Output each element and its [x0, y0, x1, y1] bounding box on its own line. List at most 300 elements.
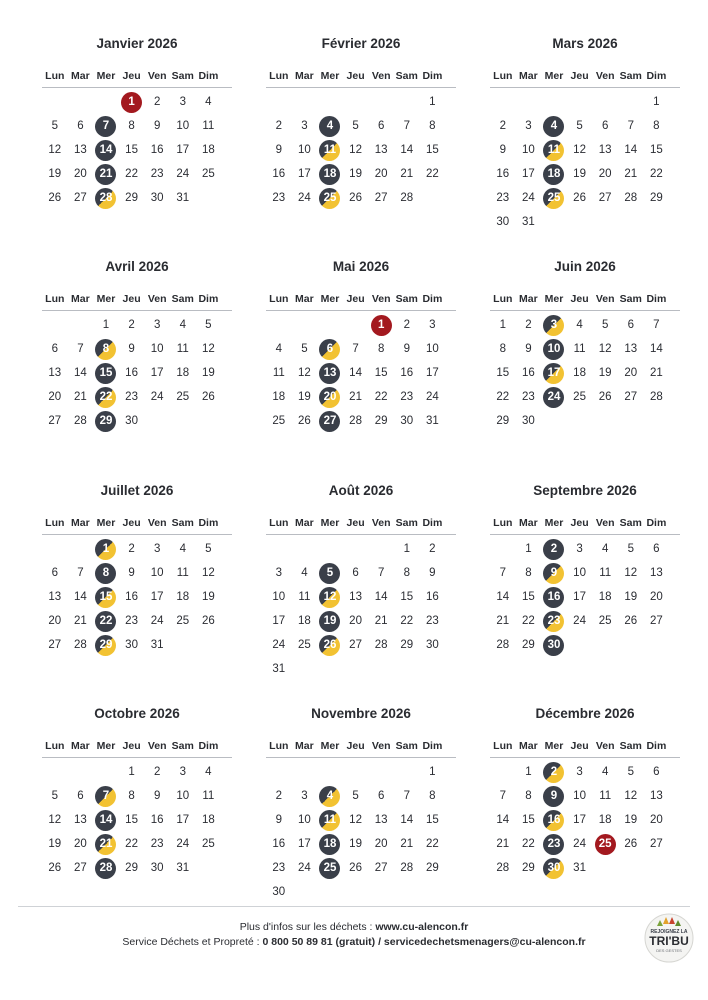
weekday-label: Ven — [595, 293, 615, 305]
day-cell — [170, 313, 196, 337]
day-number: 24 — [150, 615, 164, 627]
day-cell — [541, 313, 567, 337]
day-cell — [144, 313, 170, 337]
day-cell — [490, 361, 516, 385]
day-number: 29 — [425, 862, 439, 874]
day-cell — [266, 585, 292, 609]
week-row — [490, 337, 680, 361]
day-number: 24 — [272, 639, 286, 651]
day-number: 28 — [624, 192, 638, 204]
email-link[interactable]: servicedechetsmenagers@cu-alencon.fr — [383, 936, 586, 948]
day-number: 21 — [649, 367, 663, 379]
month-title: Janvier 2026 — [96, 36, 178, 51]
day-cell — [266, 784, 292, 808]
day-cell — [420, 361, 446, 385]
day-number: 27 — [73, 192, 87, 204]
day-cell — [420, 138, 446, 162]
website-link[interactable]: www.cu-alencon.fr — [375, 921, 469, 933]
day-number: 6 — [377, 790, 385, 802]
day-cell — [68, 808, 94, 832]
day-cell — [394, 409, 420, 433]
day-cell — [42, 313, 68, 337]
weekday-label: Jeu — [122, 517, 141, 529]
weekday-label: Dim — [646, 70, 667, 82]
month-calendar — [490, 257, 680, 433]
collection-day: 18 — [319, 834, 340, 855]
day-cell — [292, 760, 318, 784]
day-cell — [490, 561, 516, 585]
day-number: 5 — [352, 120, 359, 132]
weekday-label: Sam — [395, 517, 418, 529]
day-cell — [170, 808, 196, 832]
collection-day: 14 — [95, 810, 116, 831]
day-cell — [144, 537, 170, 561]
day-cell — [567, 760, 593, 784]
day-cell — [292, 633, 318, 657]
day-number: 16 — [272, 838, 286, 850]
day-number: 22 — [521, 838, 535, 850]
day-cell — [343, 537, 369, 561]
header-divider — [266, 310, 456, 311]
day-number: 19 — [48, 838, 62, 850]
day-number: 10 — [521, 144, 535, 156]
day-number: 28 — [649, 391, 663, 403]
day-number: 26 — [624, 615, 638, 627]
day-cell — [343, 784, 369, 808]
day-cell — [42, 385, 68, 409]
week-row — [42, 760, 232, 784]
day-cell — [196, 537, 222, 561]
day-cell — [42, 114, 68, 138]
collection-day: 9 — [543, 786, 564, 807]
day-cell — [68, 585, 94, 609]
day-number: 17 — [573, 814, 586, 826]
day-cell — [420, 609, 446, 633]
day-cell — [644, 313, 670, 337]
day-cell — [618, 313, 644, 337]
day-number: 14 — [400, 144, 414, 156]
day-cell — [567, 784, 593, 808]
day-cell — [644, 609, 670, 633]
day-number: 20 — [349, 615, 362, 627]
week-row — [490, 609, 680, 633]
day-number: 12 — [48, 814, 62, 826]
day-cell — [644, 210, 670, 234]
day-number: 16 — [150, 144, 164, 156]
week-row — [42, 90, 232, 114]
day-number: 26 — [297, 415, 311, 427]
day-cell — [516, 856, 542, 880]
weekday-header — [266, 730, 456, 752]
day-cell — [618, 633, 644, 657]
collection-day: 19 — [319, 611, 340, 632]
day-number: 18 — [201, 814, 215, 826]
collection-day: 15 — [95, 363, 116, 384]
day-cell — [394, 585, 420, 609]
day-number: 22 — [400, 615, 414, 627]
week-row — [266, 585, 456, 609]
day-cell — [343, 313, 369, 337]
day-number: 12 — [349, 814, 362, 826]
day-cell — [368, 561, 394, 585]
header-divider — [266, 87, 456, 88]
day-cell — [170, 784, 196, 808]
weekday-label: Jeu — [346, 517, 365, 529]
week-row — [266, 880, 456, 904]
weekday-label: Ven — [595, 517, 615, 529]
day-number: 13 — [374, 144, 388, 156]
day-number: 2 — [525, 319, 532, 331]
week-row — [490, 585, 680, 609]
day-number: 18 — [598, 814, 612, 826]
weekday-label: Dim — [198, 517, 219, 529]
tribu-logo — [644, 912, 694, 964]
day-cell — [170, 856, 196, 880]
day-cell — [196, 832, 222, 856]
day-number: 25 — [598, 615, 612, 627]
day-cell — [119, 361, 145, 385]
day-number: 27 — [374, 862, 388, 874]
footer-info-line — [0, 921, 708, 933]
header-divider — [266, 534, 456, 535]
day-cell — [368, 832, 394, 856]
week-row — [42, 561, 232, 585]
day-number: 31 — [150, 639, 164, 651]
month-title: Septembre 2026 — [533, 483, 637, 498]
day-cell — [93, 537, 119, 561]
month-calendar — [42, 704, 232, 880]
month-calendar — [42, 257, 232, 433]
week-row — [42, 186, 232, 210]
day-cell — [541, 832, 567, 856]
day-cell — [196, 114, 222, 138]
day-number: 17 — [521, 168, 535, 180]
day-number: 27 — [349, 639, 362, 651]
day-number: 8 — [429, 120, 436, 132]
day-cell — [317, 856, 343, 880]
month-calendar — [490, 704, 680, 880]
day-cell — [317, 138, 343, 162]
day-cell — [567, 114, 593, 138]
month-calendar — [266, 704, 456, 904]
day-number: 4 — [205, 96, 212, 108]
day-number: 4 — [301, 567, 308, 579]
day-cell — [490, 832, 516, 856]
week-row — [490, 561, 680, 585]
day-number: 4 — [601, 766, 609, 778]
day-number: 24 — [297, 862, 311, 874]
day-number: 6 — [51, 343, 58, 355]
day-cell — [567, 561, 593, 585]
weekday-label: Jeu — [122, 293, 141, 305]
day-number: 27 — [48, 639, 62, 651]
day-cell — [42, 784, 68, 808]
week-row — [266, 561, 456, 585]
day-number: 18 — [598, 591, 612, 603]
day-number: 28 — [400, 192, 414, 204]
collection-day: 22 — [95, 611, 116, 632]
weekday-label: Sam — [395, 293, 418, 305]
day-cell — [292, 186, 318, 210]
day-cell — [420, 633, 446, 657]
day-cell — [490, 385, 516, 409]
day-cell — [567, 585, 593, 609]
weekday-label: Lun — [45, 517, 65, 529]
day-cell — [618, 760, 644, 784]
day-cell — [490, 186, 516, 210]
day-cell — [343, 186, 369, 210]
day-cell — [394, 337, 420, 361]
day-cell — [541, 114, 567, 138]
day-cell — [42, 633, 68, 657]
day-cell — [93, 114, 119, 138]
day-number: 21 — [374, 615, 388, 627]
day-number: 4 — [275, 343, 282, 355]
month-calendar — [490, 34, 680, 234]
day-number: 8 — [128, 790, 135, 802]
day-cell — [144, 114, 170, 138]
day-cell — [266, 114, 292, 138]
day-cell — [196, 313, 222, 337]
day-number: 9 — [403, 343, 410, 355]
day-cell — [490, 784, 516, 808]
day-number: 29 — [521, 862, 535, 874]
day-cell — [170, 361, 196, 385]
day-number: 15 — [425, 144, 439, 156]
day-cell — [368, 385, 394, 409]
day-cell — [490, 90, 516, 114]
day-cell — [343, 361, 369, 385]
day-number: 29 — [374, 415, 388, 427]
day-cell — [68, 633, 94, 657]
day-number: 16 — [125, 367, 138, 379]
weekday-label: Mar — [295, 740, 314, 752]
weekday-label: Mer — [320, 293, 340, 305]
day-cell — [567, 856, 593, 880]
day-cell — [368, 880, 394, 904]
weekday-label: Ven — [147, 517, 167, 529]
day-number: 13 — [374, 814, 388, 826]
day-cell — [592, 313, 618, 337]
day-cell — [144, 856, 170, 880]
day-cell — [644, 808, 670, 832]
day-cell — [343, 138, 369, 162]
week-row — [490, 210, 680, 234]
day-cell — [567, 409, 593, 433]
day-number: 17 — [150, 591, 164, 603]
day-cell — [68, 856, 94, 880]
day-number: 23 — [272, 862, 286, 874]
day-number: 2 — [128, 319, 135, 331]
day-number: 6 — [77, 790, 84, 802]
day-cell — [644, 537, 670, 561]
day-cell — [196, 633, 222, 657]
day-cell — [144, 337, 170, 361]
day-cell — [196, 90, 222, 114]
day-cell — [317, 760, 343, 784]
collection-day-mixed: 20 — [319, 387, 340, 408]
day-cell — [618, 114, 644, 138]
day-number: 5 — [51, 790, 58, 802]
day-cell — [394, 832, 420, 856]
day-number: 17 — [150, 367, 164, 379]
day-cell — [343, 832, 369, 856]
day-number: 24 — [573, 615, 586, 627]
day-cell — [490, 337, 516, 361]
logo-title: TRI'BU — [649, 934, 689, 948]
weekday-label: Lun — [269, 740, 289, 752]
weekday-label: Jeu — [346, 740, 365, 752]
day-cell — [266, 337, 292, 361]
weekday-label: Lun — [493, 740, 513, 752]
day-number: 3 — [153, 319, 161, 331]
weekday-label: Mar — [519, 70, 538, 82]
weekday-label: Dim — [422, 517, 443, 529]
day-cell — [196, 385, 222, 409]
day-cell — [42, 162, 68, 186]
day-number: 3 — [301, 790, 308, 802]
day-cell — [420, 313, 446, 337]
weekday-label: Lun — [269, 293, 289, 305]
day-cell — [93, 409, 119, 433]
week-row — [42, 537, 232, 561]
day-cell — [68, 162, 94, 186]
day-cell — [292, 880, 318, 904]
collection-day: 25 — [319, 858, 340, 879]
day-number: 6 — [51, 567, 58, 579]
day-cell — [541, 561, 567, 585]
day-cell — [644, 832, 670, 856]
day-cell — [420, 90, 446, 114]
header-divider — [42, 757, 232, 758]
week-row — [266, 162, 456, 186]
day-cell — [144, 561, 170, 585]
day-cell — [93, 633, 119, 657]
day-number: 9 — [128, 567, 135, 579]
day-cell — [516, 162, 542, 186]
day-number: 6 — [653, 543, 660, 555]
month-title: Juin 2026 — [554, 259, 616, 274]
day-number: 17 — [425, 367, 439, 379]
weekday-label: Lun — [269, 70, 289, 82]
day-cell — [490, 537, 516, 561]
day-cell — [42, 337, 68, 361]
day-cell — [42, 90, 68, 114]
collection-day: 28 — [95, 858, 116, 879]
day-number: 10 — [573, 790, 586, 802]
day-number: 9 — [499, 144, 506, 156]
day-cell — [567, 210, 593, 234]
day-cell — [420, 409, 446, 433]
weekday-label: Ven — [371, 293, 391, 305]
week-row — [490, 784, 680, 808]
day-number: 31 — [176, 192, 190, 204]
day-cell — [68, 114, 94, 138]
day-number: 13 — [624, 343, 638, 355]
header-divider — [266, 757, 456, 758]
weekday-label: Lun — [493, 517, 513, 529]
day-number: 22 — [374, 391, 388, 403]
day-cell — [42, 609, 68, 633]
day-cell — [541, 186, 567, 210]
week-row — [42, 856, 232, 880]
day-number: 11 — [202, 790, 215, 802]
day-number: 3 — [429, 319, 436, 331]
day-cell — [541, 162, 567, 186]
collection-day-mixed: 11 — [543, 140, 564, 161]
day-cell — [368, 186, 394, 210]
week-row — [42, 832, 232, 856]
day-cell — [68, 832, 94, 856]
day-cell — [196, 138, 222, 162]
day-cell — [196, 585, 222, 609]
day-number: 15 — [649, 144, 663, 156]
day-cell — [292, 385, 318, 409]
day-cell — [644, 162, 670, 186]
day-cell — [394, 114, 420, 138]
weekday-header — [266, 60, 456, 82]
day-number: 5 — [576, 120, 583, 132]
day-cell — [266, 808, 292, 832]
weekday-header — [42, 283, 232, 305]
week-row — [266, 609, 456, 633]
day-number: 2 — [429, 543, 436, 555]
logo-tagline: REJOIGNEZ LA — [650, 929, 688, 935]
day-cell — [368, 537, 394, 561]
day-number: 22 — [425, 838, 439, 850]
day-cell — [68, 561, 94, 585]
day-number: 24 — [573, 838, 586, 850]
day-number: 25 — [272, 415, 286, 427]
day-cell — [644, 409, 670, 433]
day-number: 2 — [275, 120, 282, 132]
day-cell — [368, 138, 394, 162]
day-cell — [317, 114, 343, 138]
day-cell — [292, 162, 318, 186]
day-cell — [42, 361, 68, 385]
weekday-label: Sam — [619, 517, 642, 529]
day-number: 28 — [73, 639, 87, 651]
day-number: 26 — [624, 838, 638, 850]
day-cell — [170, 409, 196, 433]
day-cell — [292, 409, 318, 433]
week-row — [490, 832, 680, 856]
day-number: 8 — [653, 120, 660, 132]
day-number: 15 — [400, 591, 414, 603]
day-number: 2 — [499, 120, 506, 132]
day-number: 18 — [297, 615, 311, 627]
day-cell — [420, 657, 446, 681]
month-title: Avril 2026 — [105, 259, 169, 274]
day-cell — [144, 409, 170, 433]
day-cell — [343, 385, 369, 409]
day-number: 11 — [202, 120, 215, 132]
day-number: 18 — [176, 367, 190, 379]
day-cell — [592, 561, 618, 585]
day-number: 7 — [653, 319, 660, 331]
day-number: 17 — [573, 591, 586, 603]
weekday-label: Ven — [595, 70, 615, 82]
day-number: 14 — [349, 367, 362, 379]
day-cell — [68, 90, 94, 114]
day-number: 16 — [125, 591, 138, 603]
week-row — [42, 609, 232, 633]
day-cell — [317, 784, 343, 808]
day-cell — [317, 186, 343, 210]
weekday-label: Sam — [171, 740, 194, 752]
collection-day-mixed: 7 — [95, 786, 116, 807]
week-row — [490, 90, 680, 114]
